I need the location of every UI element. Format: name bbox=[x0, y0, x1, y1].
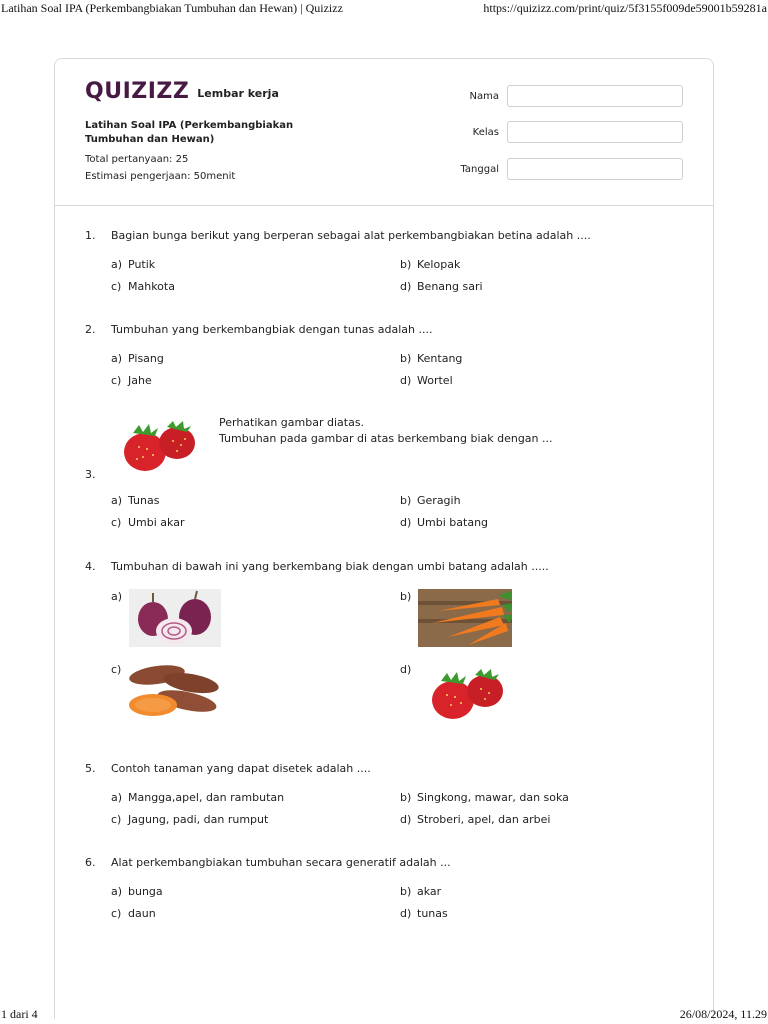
question-number: 4. bbox=[85, 560, 96, 573]
option-d: d) Umbi batang bbox=[400, 516, 489, 529]
option-b: b) Kelopak bbox=[400, 258, 461, 271]
option-d: d) Wortel bbox=[400, 374, 453, 387]
date-field bbox=[459, 158, 683, 180]
quiz-title: Latihan Soal IPA (Perkembangbiakan Tumbuhan dan Hewan) bbox=[85, 120, 294, 145]
option-b: b) akar bbox=[400, 885, 442, 898]
option-c: c) Jagung, padi, dan rumput bbox=[111, 813, 269, 826]
option-b: b) Kentang bbox=[400, 352, 463, 365]
question-3-text-line2: Tumbuhan pada gambar di atas berkembang biak dengan ... bbox=[219, 432, 553, 445]
strawberry-image bbox=[421, 669, 511, 721]
question-text: Tumbuhan yang berkembangbiak dengan tunas adalah .... bbox=[111, 323, 433, 336]
print-url: https://quizizz.com/print/quiz/5f3155f009de59001b59281a bbox=[483, 1, 767, 15]
option-c-label: c) bbox=[111, 663, 122, 676]
option-c: c) Mahkota bbox=[111, 280, 175, 293]
logo-subtitle: Lembar kerja bbox=[197, 86, 279, 100]
option-d: d) tunas bbox=[400, 907, 448, 920]
worksheet-header bbox=[55, 59, 713, 206]
option-c: c) Jahe bbox=[111, 374, 152, 387]
option-a: a) Putik bbox=[111, 258, 156, 271]
option-a: a) Pisang bbox=[111, 352, 164, 365]
option-c: c) Umbi akar bbox=[111, 516, 185, 529]
date-label: Tanggal bbox=[460, 163, 499, 175]
estimated-time: Estimasi pengerjaan: 50menit bbox=[85, 171, 236, 182]
class-input-box[interactable] bbox=[507, 121, 683, 143]
option-d: d) Benang sari bbox=[400, 280, 483, 293]
question-3-text-line1: Perhatikan gambar diatas. bbox=[219, 416, 365, 429]
quiz-meta bbox=[85, 151, 235, 185]
question-text: Contoh tanaman yang dapat disetek adalah .... bbox=[111, 762, 371, 775]
question-number: 1. bbox=[85, 229, 96, 242]
question-number: 5. bbox=[85, 762, 96, 775]
question-text: Alat perkembangbiakan tumbuhan secara generatif adalah ... bbox=[111, 856, 451, 869]
option-d-label: d) bbox=[400, 663, 412, 676]
option-a-label: a) bbox=[111, 590, 123, 603]
question-number: 3. bbox=[85, 468, 96, 481]
quizizz-logo bbox=[85, 79, 279, 104]
name-field bbox=[459, 85, 683, 107]
sweet-potato-image bbox=[127, 661, 221, 721]
carrot-image bbox=[418, 589, 512, 647]
class-field bbox=[459, 121, 683, 143]
class-label: Kelas bbox=[472, 126, 499, 138]
total-questions: Total pertanyaan: 25 bbox=[85, 154, 189, 165]
name-input-box[interactable] bbox=[507, 85, 683, 107]
option-b: b) Singkong, mawar, dan soka bbox=[400, 791, 569, 804]
question-text: Bagian bunga berikut yang berperan sebagai alat perkembangbiakan betina adalah .... bbox=[111, 229, 591, 242]
date-input-box[interactable] bbox=[507, 158, 683, 180]
print-footer bbox=[0, 1008, 768, 1024]
question-text: Tumbuhan di bawah ini yang berkembang biak dengan umbi batang adalah ..... bbox=[111, 560, 549, 573]
question-number: 6. bbox=[85, 856, 96, 869]
option-d: d) Stroberi, apel, dan arbei bbox=[400, 813, 551, 826]
strawberry-image bbox=[113, 419, 205, 473]
logo-wordmark: QUIZIZZ bbox=[85, 79, 190, 104]
option-b-label: b) bbox=[400, 590, 412, 603]
page-indicator: 1 dari 4 bbox=[1, 1007, 38, 1021]
option-a: a) Tunas bbox=[111, 494, 160, 507]
question-number: 2. bbox=[85, 323, 96, 336]
option-c: c) daun bbox=[111, 907, 156, 920]
print-header bbox=[0, 0, 768, 16]
name-label: Nama bbox=[469, 90, 499, 102]
worksheet bbox=[54, 58, 714, 1019]
option-b: b) Geragih bbox=[400, 494, 461, 507]
print-datetime: 26/08/2024, 11.29 bbox=[679, 1007, 767, 1021]
print-title: Latihan Soal IPA (Perkembangbiakan Tumbuhan dan Hewan) | Quizizz bbox=[1, 1, 343, 15]
option-a: a) Mangga,apel, dan rambutan bbox=[111, 791, 285, 804]
option-a: a) bunga bbox=[111, 885, 163, 898]
onion-image bbox=[129, 589, 221, 647]
